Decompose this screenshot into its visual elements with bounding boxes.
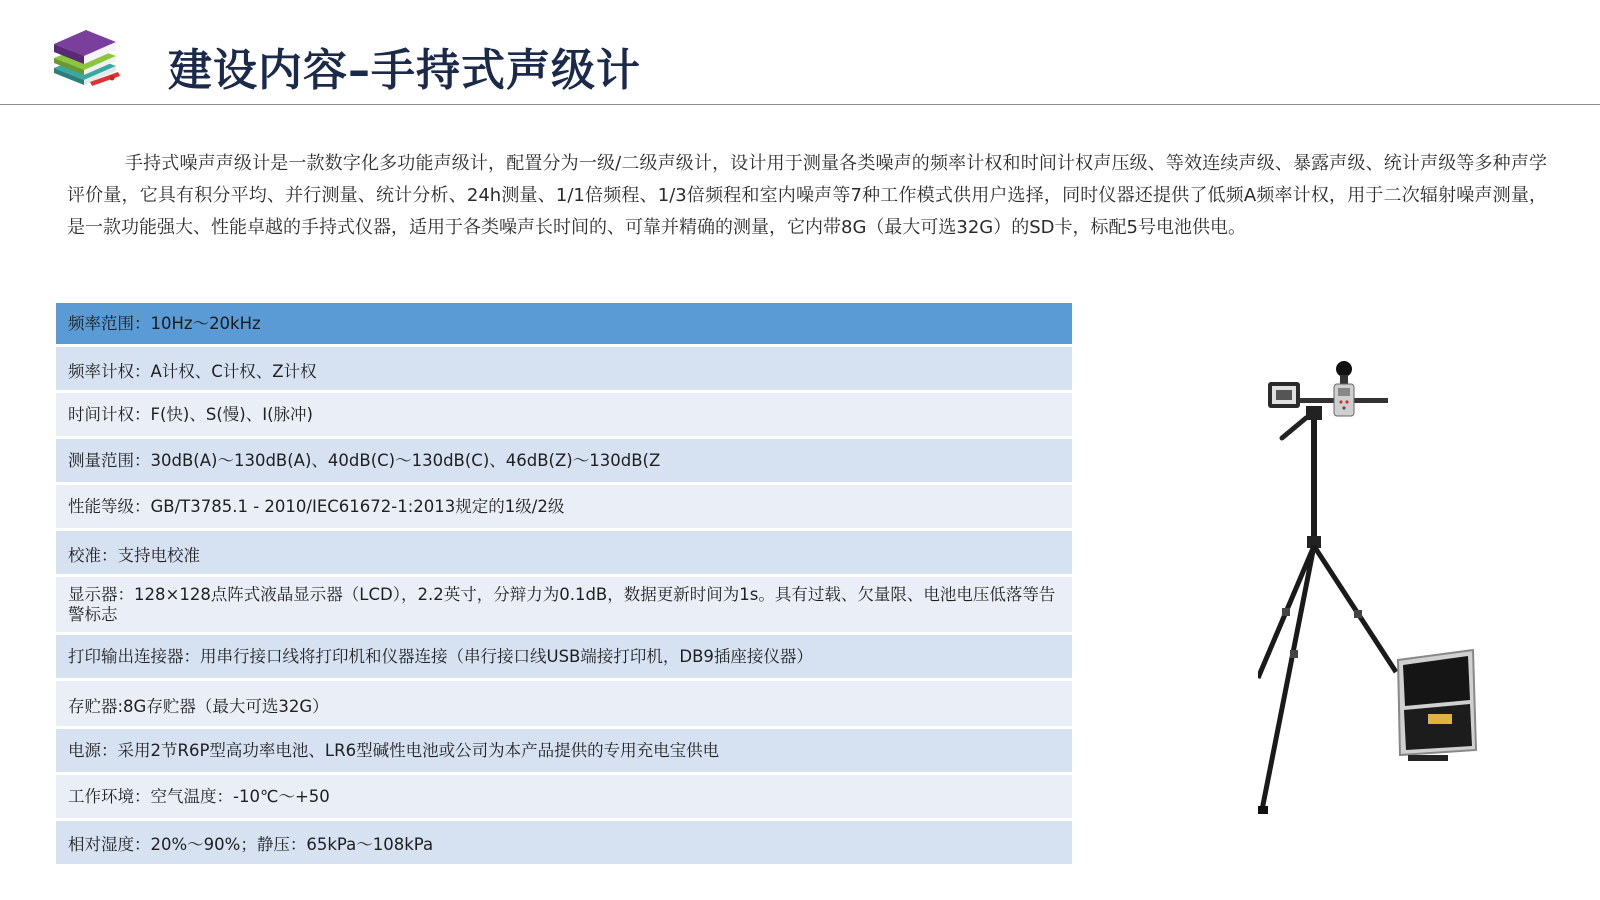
intro-paragraph: 手持式噪声声级计是一款数字化多功能声级计，配置分为一级/二级声级计，设计用于测量各类噪声的频率计权和时间计权声压级、等效连续声级、暴露声级、统计声级等多种声学评价量，它具有积分平均、并行测量、统计分析、24h测量、1/1倍频程、1/3倍频程和室内噪声等7种工作模式供用户选择，同时仪器还提供了低频A频率计权，用于二次辐射噪声测量，是一款功能强大、性能卓越的手持式仪器，适用于各类噪声长时间的、可靠并精确的测量，它内带8G（最大可选32G）的SD卡，标配5号电池供电。 [67,153,1547,238]
spec-table [56,303,1072,867]
spec-row-display: 显示器：128×128点阵式液晶显示器（LCD），2.2英寸，分辩力为0.1dB，数据更新时间为1s。具有过载、欠量限、电池电压低落等告警标志 [56,577,1072,635]
page-title: 建设内容–手持式声级计 [168,45,641,96]
spec-row-working-environment: 工作环境：空气温度：-10℃～+50 [56,775,1072,821]
spec-row-frequency-range: 频率范围：10Hz～20kHz [56,303,1072,347]
stacked-books-icon [50,22,122,90]
spec-row-performance-grade: 性能等级：GB/T3785.1 - 2010/IEC61672-1:2013规定的1级/2级 [56,485,1072,531]
spec-row-print-output: 打印输出连接器：用串行接口线将打印机和仪器连接（串行接口线USB端接打印机，DB9插座接仪器） [56,635,1072,681]
spec-row-time-weighting: 时间计权：F(快)、S(慢)、I(脉冲) [56,393,1072,439]
header-divider [0,104,1600,105]
spec-row-frequency-weighting: 频率计权：A计权、C计权、Z计权 [56,347,1072,393]
spec-row-calibration: 校准：支持电校准 [56,531,1072,577]
spec-row-storage: 存贮器:8G存贮器（最大可选32G） [56,681,1072,729]
spec-row-humidity-pressure: 相对湿度：20%～90%；静压：65kPa～108kPa [56,821,1072,867]
sound-level-meter-on-tripod-icon [1258,360,1538,830]
spec-row-measurement-range: 测量范围：30dB(A)～130dB(A)、40dB(C)～130dB(C)、46dB(Z)～130dB(Z [56,439,1072,485]
spec-row-power: 电源：采用2节R6P型高功率电池、LR6型碱性电池或公司为本产品提供的专用充电宝供电 [56,729,1072,775]
